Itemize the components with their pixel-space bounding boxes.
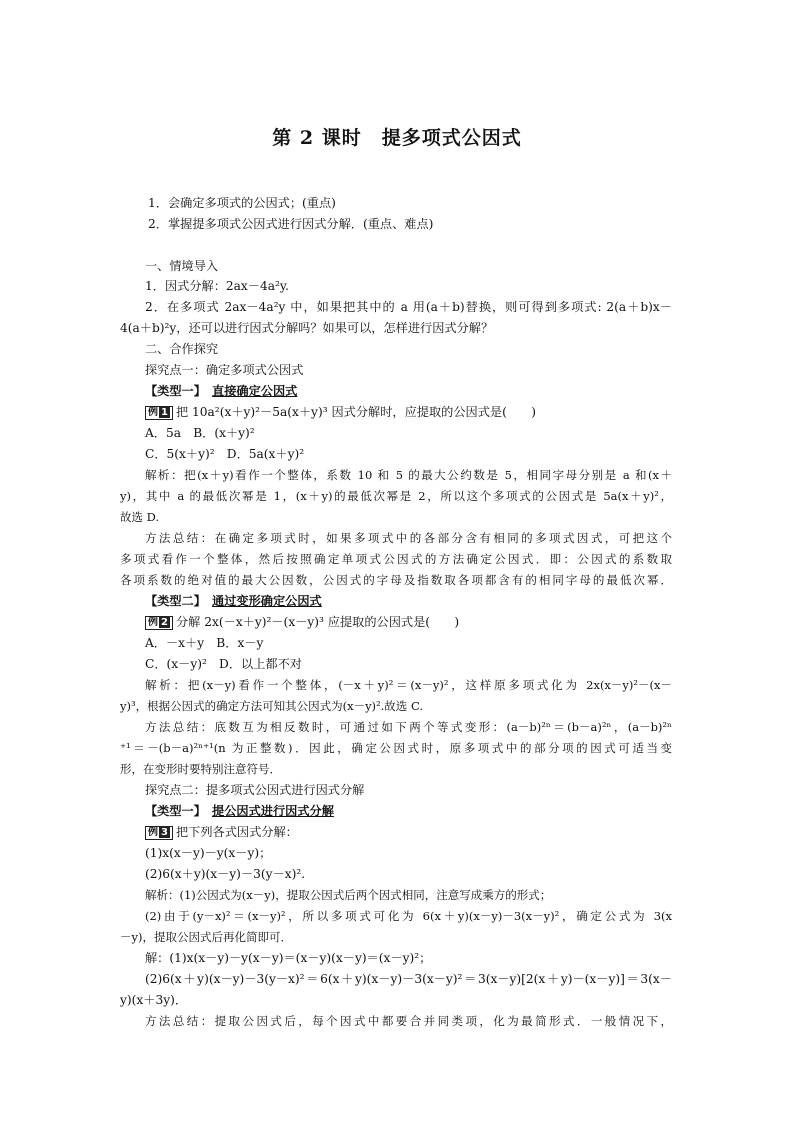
type-heading xyxy=(145,382,297,400)
example-badge: 例 1 xyxy=(145,406,173,420)
method-summary-line: ⁺¹＝－(b－a)²ⁿ⁺¹(n 为正整数)．因此，确定公因式时，原多项式中的部分项的因式可适当变 xyxy=(120,741,672,755)
analysis-line: y)³，根据公因式的确定方法可知其公因式为(x－y)².故选 C. xyxy=(120,699,424,713)
method-summary-line: 方法总结：底数互为相反数时，可通过如下两个等式变形：(a－b)²ⁿ＝(b－a)²ⁿ，(a－b)²ⁿ xyxy=(145,720,672,734)
method-summary-line: 多项式看作一个整体，然后按照确定单项式公因式的方法确定公因式．即：公因式的系数取 xyxy=(120,552,672,566)
section-heading-2: 二、合作探究 xyxy=(145,342,219,356)
method-summary-line: 形，在变形时要特别注意符号． xyxy=(120,762,281,776)
analysis-line: 解析：(1)公因式为(x－y)，提取公因式后两个因式相同，注意写成乘方的形式； xyxy=(145,888,552,902)
exercise-line: (2)6(x＋y)(x－y)－3(y－x)². xyxy=(145,867,306,881)
objective-1: 1．会确定多项式的公因式；(重点) xyxy=(148,196,336,210)
text-line: 4(a＋b)²y，还可以进行因式分解吗？如果可以，怎样进行因式分解？ xyxy=(120,321,494,335)
analysis-line: (2)由于(y－x)²＝(x－y)²，所以多项式可化为 6(x＋y)(x－y)－3(x－y)²，确定公式为 3(x xyxy=(145,909,672,923)
solution-line: (2)6(x＋y)(x－y)－3(y－x)²＝6(x＋y)(x－y)－3(x－y)²＝3(x－y)[2(x＋y)－(x－y)]＝3(x－ xyxy=(145,972,672,986)
type-heading xyxy=(145,592,322,610)
type-title: 直接确定公因式 xyxy=(212,384,298,398)
example-line: 例 1 把 10a²(x＋y)²－5a(x＋y)³ 因式分解时，应提取的公因式是( ) xyxy=(145,403,536,421)
example-badge: 例 2 xyxy=(145,616,173,630)
page-title: 第 2 课时 提多项式公因式 xyxy=(272,127,522,149)
type-label: 【类型一】 xyxy=(145,384,200,398)
example-line: 例 2 分解 2x(－x＋y)²－(x－y)³ 应提取的公因式是( ) xyxy=(145,613,459,631)
solution-line: y)(x＋3y)． xyxy=(120,993,188,1007)
analysis-line: －y)，提取公因式后再化简即可． xyxy=(120,930,292,944)
example-badge: 例 3 xyxy=(145,826,173,840)
option-line: A．－x＋y B．x－y xyxy=(145,636,264,650)
text-line: 2．在多项式 2ax－4a²y 中，如果把其中的 a 用(a＋b)替换，则可得到多项式: 2(a＋b)x－ xyxy=(145,300,672,314)
solution-line: 解：(1)x(x－y)－y(x－y)＝(x－y)(x－y)＝(x－y)²； xyxy=(145,951,432,965)
subsection-heading: 探究点一：确定多项式公因式 xyxy=(145,363,304,377)
analysis-line: 解析：把(x－y)看作一个整体，(－x＋y)²＝(x－y)²，这样原多项式化为 2x(x－y)²－(x－ xyxy=(145,678,672,692)
option-line: C．(x－y)² D．以上都不对 xyxy=(145,657,302,671)
text-line: 1．因式分解：2ax－4a²y. xyxy=(145,279,290,293)
type-label: 【类型二】 xyxy=(145,594,200,608)
example-line: 例 3 把下列各式因式分解： xyxy=(145,823,298,841)
method-summary-line: 方法总结：在确定多项式时，如果多项式中的各部分含有相同的多项式因式，可把这个 xyxy=(145,531,672,545)
exercise-line: (1)x(x－y)－y(x－y)； xyxy=(145,846,272,860)
method-summary-line: 各项系数的绝对值的最大公因数，公因式的字母及指数取各项都含有的相同字母的最低次幂． xyxy=(120,573,672,587)
method-summary-line: 方法总结：提取公因式后，每个因式中都要合并同类项，化为最简形式．一般情况下， xyxy=(145,1014,672,1028)
type-title: 通过变形确定公因式 xyxy=(212,594,322,608)
type-heading xyxy=(145,802,334,820)
section-heading-1: 一、情境导入 xyxy=(145,259,219,273)
option-line: C．5(x＋y)² D．5a(x＋y)² xyxy=(145,447,305,461)
analysis-line: 故选 D. xyxy=(120,510,160,524)
objective-2: 2．掌握提多项式公因式进行因式分解．(重点、难点) xyxy=(148,217,434,231)
type-label: 【类型一】 xyxy=(145,804,200,818)
analysis-line: 解析：把(x＋y)看作一个整体，系数 10 和 5 的最大公约数是 5，相同字母分别是 a 和(x＋ xyxy=(145,468,672,482)
type-title: 提公因式进行因式分解 xyxy=(212,804,334,818)
option-line: A．5a B．(x＋y)² xyxy=(145,426,255,440)
subsection-heading: 探究点二：提多项式公因式进行因式分解 xyxy=(145,783,365,797)
analysis-line: y)，其中 a 的最低次幂是 1，(x＋y)的最低次幂是 2，所以这个多项式的公因式是 5a(x＋y)²， xyxy=(120,489,672,503)
